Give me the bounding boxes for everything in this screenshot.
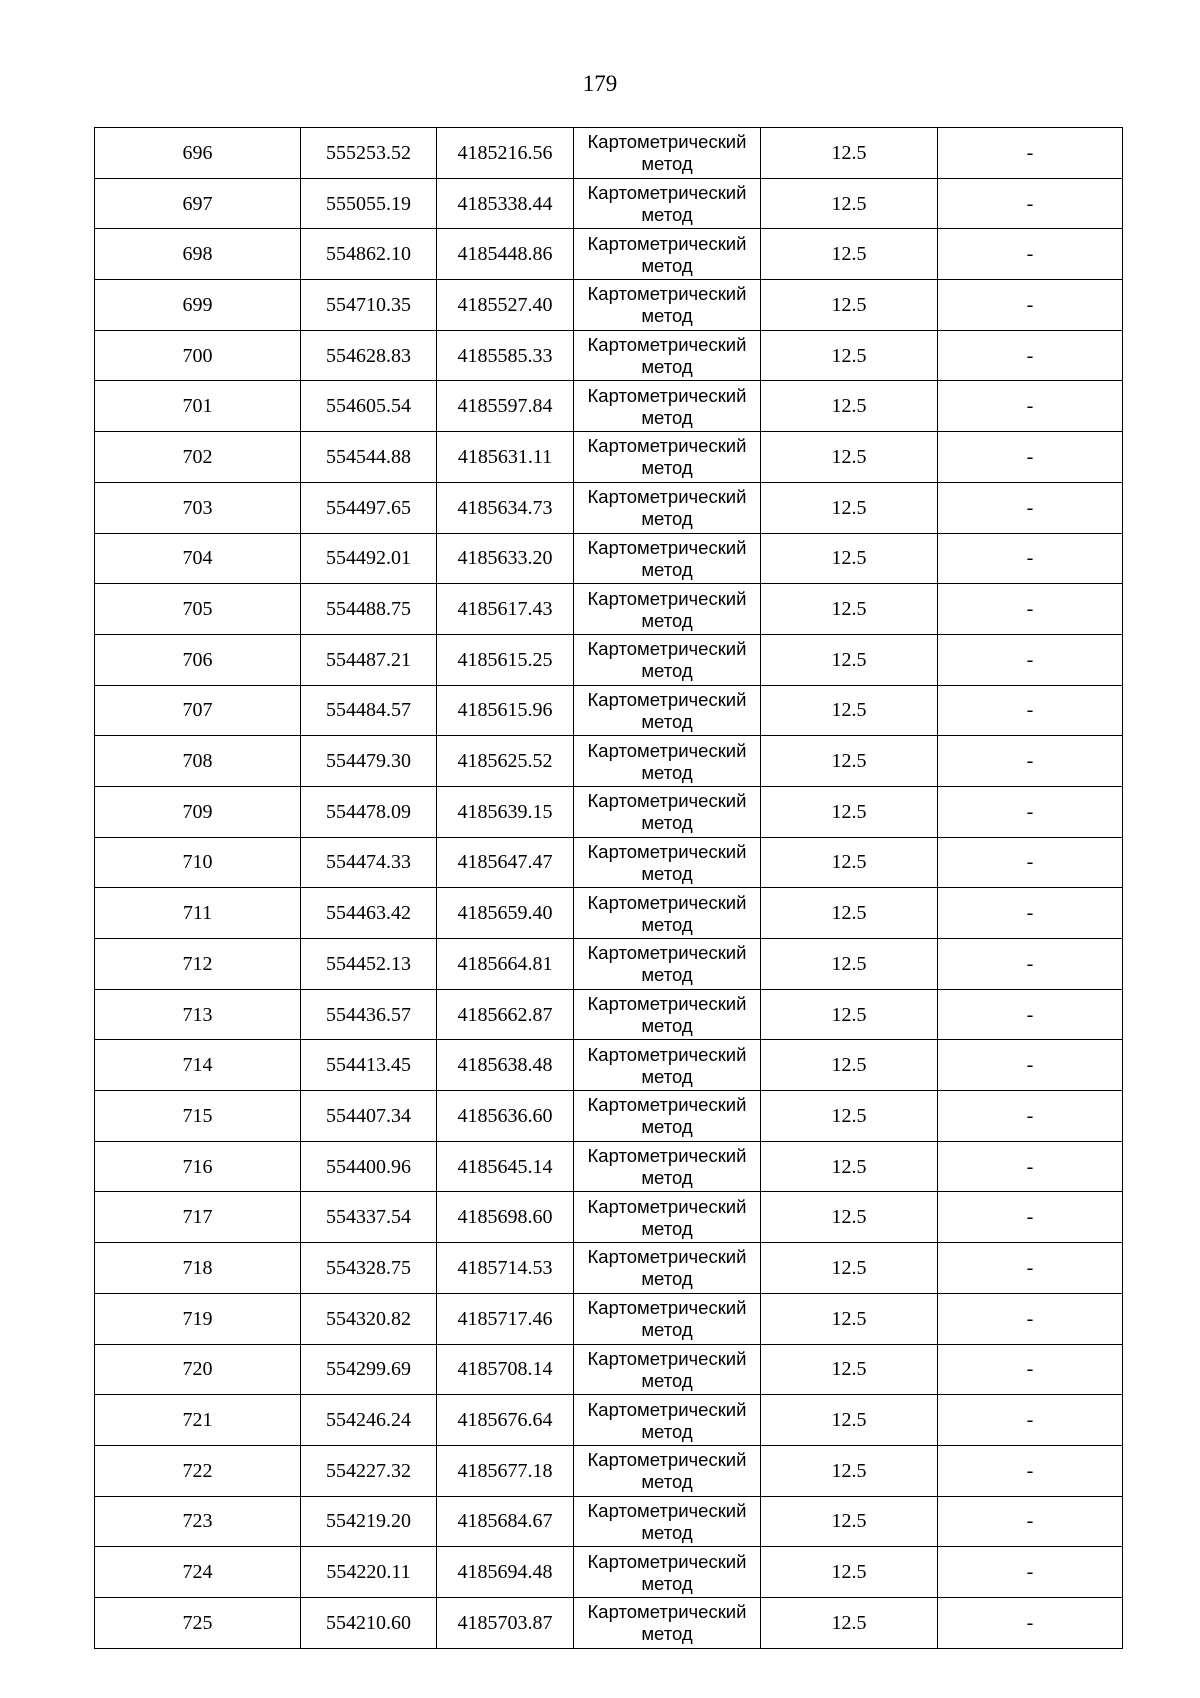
x-coordinate-cell: 554487.21 — [301, 634, 437, 685]
y-coordinate-cell: 4185615.25 — [437, 634, 574, 685]
y-coordinate-cell: 4185638.48 — [437, 1040, 574, 1091]
point-number-cell: 699 — [95, 280, 301, 331]
table-row — [95, 685, 1123, 736]
method-line-2: метод — [641, 1268, 693, 1290]
method-line-2: метод — [641, 964, 693, 986]
x-coordinate-cell: 554400.96 — [301, 1141, 437, 1192]
method-line-1: Картометрический — [587, 1043, 747, 1065]
method-cell — [574, 533, 761, 584]
method-line-2: метод — [641, 406, 693, 428]
method-line-1: Картометрический — [587, 1449, 747, 1471]
method-line-1: Картометрический — [587, 1550, 747, 1572]
method-line-2: метод — [641, 710, 693, 732]
note-cell: - — [938, 330, 1123, 381]
accuracy-cell: 12.5 — [761, 634, 938, 685]
point-number-cell: 701 — [95, 381, 301, 432]
table-body — [95, 128, 1123, 1649]
method-cell — [574, 432, 761, 483]
y-coordinate-cell: 4185662.87 — [437, 989, 574, 1040]
x-coordinate-cell: 554219.20 — [301, 1496, 437, 1547]
note-cell: - — [938, 1395, 1123, 1446]
accuracy-cell: 12.5 — [761, 1395, 938, 1446]
method-line-2: метод — [641, 862, 693, 884]
table-row — [95, 533, 1123, 584]
x-coordinate-cell: 554413.45 — [301, 1040, 437, 1091]
table-row — [95, 381, 1123, 432]
method-line-2: метод — [641, 660, 693, 682]
x-coordinate-cell: 554474.33 — [301, 837, 437, 888]
method-line-2: метод — [641, 1116, 693, 1138]
y-coordinate-cell: 4185597.84 — [437, 381, 574, 432]
note-cell: - — [938, 1141, 1123, 1192]
table-row — [95, 229, 1123, 280]
method-line-1: Картометрический — [587, 1145, 747, 1167]
method-line-2: метод — [641, 913, 693, 935]
table-row — [95, 736, 1123, 787]
point-number-cell: 719 — [95, 1293, 301, 1344]
method-cell — [574, 939, 761, 990]
method-cell — [574, 178, 761, 229]
table-row — [95, 1344, 1123, 1395]
method-line-1: Картометрический — [587, 688, 747, 710]
note-cell: - — [938, 1091, 1123, 1142]
y-coordinate-cell: 4185338.44 — [437, 178, 574, 229]
note-cell: - — [938, 685, 1123, 736]
y-coordinate-cell: 4185639.15 — [437, 786, 574, 837]
method-line-2: метод — [641, 558, 693, 580]
point-number-cell: 704 — [95, 533, 301, 584]
method-cell — [574, 685, 761, 736]
point-number-cell: 724 — [95, 1547, 301, 1598]
point-number-cell: 713 — [95, 989, 301, 1040]
table-row — [95, 1192, 1123, 1243]
x-coordinate-cell: 554710.35 — [301, 280, 437, 331]
table-row — [95, 837, 1123, 888]
method-line-1: Картометрический — [587, 1195, 747, 1217]
table-row — [95, 1091, 1123, 1142]
table-row — [95, 1496, 1123, 1547]
method-line-2: метод — [641, 305, 693, 327]
point-number-cell: 700 — [95, 330, 301, 381]
method-line-2: метод — [641, 812, 693, 834]
method-line-2: метод — [641, 761, 693, 783]
x-coordinate-cell: 554227.32 — [301, 1445, 437, 1496]
note-cell: - — [938, 634, 1123, 685]
note-cell: - — [938, 381, 1123, 432]
point-number-cell: 716 — [95, 1141, 301, 1192]
note-cell: - — [938, 736, 1123, 787]
note-cell: - — [938, 229, 1123, 280]
y-coordinate-cell: 4185703.87 — [437, 1597, 574, 1648]
method-line-2: метод — [641, 254, 693, 276]
point-number-cell: 712 — [95, 939, 301, 990]
table-row — [95, 128, 1123, 179]
method-line-2: метод — [641, 1623, 693, 1645]
y-coordinate-cell: 4185708.14 — [437, 1344, 574, 1395]
table-row — [95, 989, 1123, 1040]
x-coordinate-cell: 554452.13 — [301, 939, 437, 990]
method-line-1: Картометрический — [587, 790, 747, 812]
accuracy-cell: 12.5 — [761, 888, 938, 939]
note-cell: - — [938, 533, 1123, 584]
method-cell — [574, 736, 761, 787]
table-row — [95, 1293, 1123, 1344]
accuracy-cell: 12.5 — [761, 939, 938, 990]
method-line-1: Картометрический — [587, 232, 747, 254]
x-coordinate-cell: 554492.01 — [301, 533, 437, 584]
method-cell — [574, 634, 761, 685]
method-cell — [574, 482, 761, 533]
table-row — [95, 178, 1123, 229]
y-coordinate-cell: 4185694.48 — [437, 1547, 574, 1598]
accuracy-cell: 12.5 — [761, 128, 938, 179]
table-row — [95, 1243, 1123, 1294]
method-cell — [574, 1141, 761, 1192]
accuracy-cell: 12.5 — [761, 178, 938, 229]
point-number-cell: 696 — [95, 128, 301, 179]
method-line-2: метод — [641, 1167, 693, 1189]
method-line-2: метод — [641, 153, 693, 175]
method-line-1: Картометрический — [587, 384, 747, 406]
point-number-cell: 702 — [95, 432, 301, 483]
x-coordinate-cell: 554544.88 — [301, 432, 437, 483]
note-cell: - — [938, 1597, 1123, 1648]
method-cell — [574, 128, 761, 179]
note-cell: - — [938, 1040, 1123, 1091]
table-row — [95, 634, 1123, 685]
method-line-2: метод — [641, 1319, 693, 1341]
method-line-2: метод — [641, 1015, 693, 1037]
y-coordinate-cell: 4185714.53 — [437, 1243, 574, 1294]
method-line-1: Картометрический — [587, 131, 747, 153]
method-cell — [574, 381, 761, 432]
method-line-1: Картометрический — [587, 435, 747, 457]
note-cell: - — [938, 1344, 1123, 1395]
x-coordinate-cell: 554436.57 — [301, 989, 437, 1040]
note-cell: - — [938, 888, 1123, 939]
method-line-1: Картометрический — [587, 840, 747, 862]
note-cell: - — [938, 1243, 1123, 1294]
y-coordinate-cell: 4185625.52 — [437, 736, 574, 787]
note-cell: - — [938, 584, 1123, 635]
x-coordinate-cell: 554479.30 — [301, 736, 437, 787]
point-number-cell: 722 — [95, 1445, 301, 1496]
table-row — [95, 1547, 1123, 1598]
accuracy-cell: 12.5 — [761, 1496, 938, 1547]
note-cell: - — [938, 1547, 1123, 1598]
accuracy-cell: 12.5 — [761, 1293, 938, 1344]
y-coordinate-cell: 4185684.67 — [437, 1496, 574, 1547]
method-line-1: Картометрический — [587, 1601, 747, 1623]
note-cell: - — [938, 939, 1123, 990]
note-cell: - — [938, 178, 1123, 229]
accuracy-cell: 12.5 — [761, 1141, 938, 1192]
point-number-cell: 718 — [95, 1243, 301, 1294]
y-coordinate-cell: 4185645.14 — [437, 1141, 574, 1192]
accuracy-cell: 12.5 — [761, 685, 938, 736]
x-coordinate-cell: 554463.42 — [301, 888, 437, 939]
accuracy-cell: 12.5 — [761, 1192, 938, 1243]
x-coordinate-cell: 554407.34 — [301, 1091, 437, 1142]
note-cell: - — [938, 1496, 1123, 1547]
note-cell: - — [938, 432, 1123, 483]
table-row — [95, 280, 1123, 331]
x-coordinate-cell: 554220.11 — [301, 1547, 437, 1598]
point-number-cell: 706 — [95, 634, 301, 685]
method-line-1: Картометрический — [587, 334, 747, 356]
method-line-2: метод — [641, 1217, 693, 1239]
method-cell — [574, 584, 761, 635]
accuracy-cell: 12.5 — [761, 330, 938, 381]
accuracy-cell: 12.5 — [761, 381, 938, 432]
table-row — [95, 432, 1123, 483]
table-row — [95, 1597, 1123, 1648]
y-coordinate-cell: 4185633.20 — [437, 533, 574, 584]
x-coordinate-cell: 555055.19 — [301, 178, 437, 229]
x-coordinate-cell: 554497.65 — [301, 482, 437, 533]
y-coordinate-cell: 4185448.86 — [437, 229, 574, 280]
method-line-1: Картометрический — [587, 283, 747, 305]
point-number-cell: 714 — [95, 1040, 301, 1091]
note-cell: - — [938, 989, 1123, 1040]
method-line-2: метод — [641, 609, 693, 631]
method-cell — [574, 1597, 761, 1648]
accuracy-cell: 12.5 — [761, 482, 938, 533]
accuracy-cell: 12.5 — [761, 533, 938, 584]
method-cell — [574, 280, 761, 331]
method-line-1: Картометрический — [587, 739, 747, 761]
method-line-1: Картометрический — [587, 1094, 747, 1116]
method-line-2: метод — [641, 457, 693, 479]
method-cell — [574, 1547, 761, 1598]
x-coordinate-cell: 554478.09 — [301, 786, 437, 837]
page-number: 179 — [582, 71, 618, 96]
accuracy-cell: 12.5 — [761, 1344, 938, 1395]
note-cell: - — [938, 128, 1123, 179]
x-coordinate-cell: 554862.10 — [301, 229, 437, 280]
accuracy-cell: 12.5 — [761, 736, 938, 787]
accuracy-cell: 12.5 — [761, 1597, 938, 1648]
method-line-1: Картометрический — [587, 182, 747, 204]
point-number-cell: 721 — [95, 1395, 301, 1446]
method-line-1: Картометрический — [587, 1246, 747, 1268]
x-coordinate-cell: 554337.54 — [301, 1192, 437, 1243]
method-cell — [574, 1040, 761, 1091]
method-line-2: метод — [641, 204, 693, 226]
y-coordinate-cell: 4185677.18 — [437, 1445, 574, 1496]
method-cell — [574, 888, 761, 939]
method-cell — [574, 1445, 761, 1496]
point-number-cell: 705 — [95, 584, 301, 635]
method-cell — [574, 837, 761, 888]
accuracy-cell: 12.5 — [761, 229, 938, 280]
accuracy-cell: 12.5 — [761, 1547, 938, 1598]
table-row — [95, 330, 1123, 381]
method-line-2: метод — [641, 1065, 693, 1087]
y-coordinate-cell: 4185631.11 — [437, 432, 574, 483]
method-line-1: Картометрический — [587, 891, 747, 913]
accuracy-cell: 12.5 — [761, 786, 938, 837]
x-coordinate-cell: 554246.24 — [301, 1395, 437, 1446]
accuracy-cell: 12.5 — [761, 432, 938, 483]
x-coordinate-cell: 554320.82 — [301, 1293, 437, 1344]
point-number-cell: 723 — [95, 1496, 301, 1547]
y-coordinate-cell: 4185647.47 — [437, 837, 574, 888]
x-coordinate-cell: 554488.75 — [301, 584, 437, 635]
method-cell — [574, 1395, 761, 1446]
x-coordinate-cell: 555253.52 — [301, 128, 437, 179]
accuracy-cell: 12.5 — [761, 837, 938, 888]
y-coordinate-cell: 4185615.96 — [437, 685, 574, 736]
method-cell — [574, 786, 761, 837]
y-coordinate-cell: 4185585.33 — [437, 330, 574, 381]
method-cell — [574, 330, 761, 381]
method-line-2: метод — [641, 1471, 693, 1493]
accuracy-cell: 12.5 — [761, 584, 938, 635]
method-line-2: метод — [641, 1420, 693, 1442]
y-coordinate-cell: 4185527.40 — [437, 280, 574, 331]
method-line-1: Картометрический — [587, 993, 747, 1015]
method-cell — [574, 989, 761, 1040]
table-row — [95, 1395, 1123, 1446]
method-cell — [574, 1293, 761, 1344]
y-coordinate-cell: 4185698.60 — [437, 1192, 574, 1243]
table-row — [95, 888, 1123, 939]
point-number-cell: 715 — [95, 1091, 301, 1142]
method-line-2: метод — [641, 1572, 693, 1594]
table-row — [95, 939, 1123, 990]
y-coordinate-cell: 4185664.81 — [437, 939, 574, 990]
point-number-cell: 708 — [95, 736, 301, 787]
point-number-cell: 707 — [95, 685, 301, 736]
method-line-1: Картометрический — [587, 942, 747, 964]
table-row — [95, 786, 1123, 837]
x-coordinate-cell: 554328.75 — [301, 1243, 437, 1294]
x-coordinate-cell: 554628.83 — [301, 330, 437, 381]
method-cell — [574, 1344, 761, 1395]
note-cell: - — [938, 1445, 1123, 1496]
y-coordinate-cell: 4185717.46 — [437, 1293, 574, 1344]
y-coordinate-cell: 4185617.43 — [437, 584, 574, 635]
x-coordinate-cell: 554484.57 — [301, 685, 437, 736]
method-line-1: Картометрический — [587, 1297, 747, 1319]
method-line-1: Картометрический — [587, 587, 747, 609]
accuracy-cell: 12.5 — [761, 989, 938, 1040]
y-coordinate-cell: 4185636.60 — [437, 1091, 574, 1142]
y-coordinate-cell: 4185676.64 — [437, 1395, 574, 1446]
method-line-1: Картометрический — [587, 536, 747, 558]
point-number-cell: 717 — [95, 1192, 301, 1243]
note-cell: - — [938, 280, 1123, 331]
accuracy-cell: 12.5 — [761, 1243, 938, 1294]
point-number-cell: 698 — [95, 229, 301, 280]
table-row — [95, 482, 1123, 533]
note-cell: - — [938, 482, 1123, 533]
accuracy-cell: 12.5 — [761, 280, 938, 331]
method-line-1: Картометрический — [587, 486, 747, 508]
accuracy-cell: 12.5 — [761, 1091, 938, 1142]
x-coordinate-cell: 554210.60 — [301, 1597, 437, 1648]
coordinates-table — [94, 127, 1123, 1649]
note-cell: - — [938, 1192, 1123, 1243]
method-line-1: Картометрический — [587, 638, 747, 660]
table-row — [95, 584, 1123, 635]
method-line-2: метод — [641, 1369, 693, 1391]
method-line-2: метод — [641, 1521, 693, 1543]
y-coordinate-cell: 4185634.73 — [437, 482, 574, 533]
method-line-1: Картометрический — [587, 1347, 747, 1369]
method-cell — [574, 229, 761, 280]
point-number-cell: 703 — [95, 482, 301, 533]
accuracy-cell: 12.5 — [761, 1040, 938, 1091]
x-coordinate-cell: 554299.69 — [301, 1344, 437, 1395]
point-number-cell: 720 — [95, 1344, 301, 1395]
accuracy-cell: 12.5 — [761, 1445, 938, 1496]
y-coordinate-cell: 4185216.56 — [437, 128, 574, 179]
method-cell — [574, 1243, 761, 1294]
method-line-2: метод — [641, 356, 693, 378]
method-line-1: Картометрический — [587, 1398, 747, 1420]
x-coordinate-cell: 554605.54 — [301, 381, 437, 432]
point-number-cell: 697 — [95, 178, 301, 229]
table-row — [95, 1445, 1123, 1496]
table-row — [95, 1141, 1123, 1192]
note-cell: - — [938, 837, 1123, 888]
point-number-cell: 709 — [95, 786, 301, 837]
point-number-cell: 725 — [95, 1597, 301, 1648]
y-coordinate-cell: 4185659.40 — [437, 888, 574, 939]
point-number-cell: 711 — [95, 888, 301, 939]
method-line-1: Картометрический — [587, 1499, 747, 1521]
note-cell: - — [938, 1293, 1123, 1344]
method-line-2: метод — [641, 508, 693, 530]
point-number-cell: 710 — [95, 837, 301, 888]
method-cell — [574, 1192, 761, 1243]
method-cell — [574, 1496, 761, 1547]
method-cell — [574, 1091, 761, 1142]
note-cell: - — [938, 786, 1123, 837]
table-row — [95, 1040, 1123, 1091]
